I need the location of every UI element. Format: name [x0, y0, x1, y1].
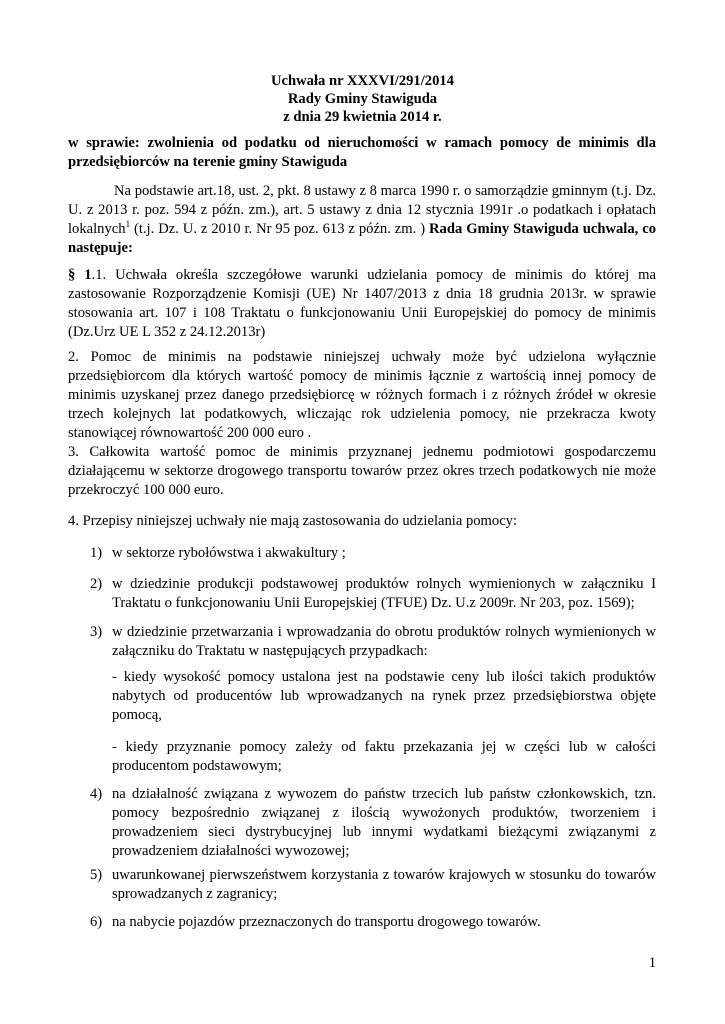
- list-item-number: 3): [90, 624, 103, 640]
- list-item: [90, 785, 656, 861]
- list-item-text: w dziedzinie produkcji podstawowej produktów rolnych wymienionych w załączniku I Traktatu o funkcjonowaniu Unii Europejskiej (TFUE) Dz. U.z 2009r. Nr 203, poz. 1569);: [112, 576, 656, 611]
- point-2: 2. Pomoc de minimis na podstawie niniejszej uchwały może być udzielona wyłącznie przedsiębiorcom dla których wartość pomocy de minimis łącznie z wartością innej pomocy de minimis uzyskanej przez danego przedsiębiorcę w różnych formach i z różnych źródeł w okresie trzech kolejnych lat podatkowych, wliczając rok udzielenia pomocy, nie przekracza kwoty stanowiącej równowartość 200 000 euro .: [68, 349, 656, 441]
- preamble-text-a: Na podstawie art.18, ust. 2, pkt. 8 ustawy z 8 marca 1990 r. o samorządzie gminnym (t.j. Dz. U. z 2013 r. poz. 594 z późn. zm.), art. 5 ustawy z dnia 12 stycznia 1991r .o podatkach i opłatach lokalnych: [68, 183, 656, 237]
- preamble-text-b: (t.j. Dz. U. z 2010 r. Nr 95 poz. 613 z późn. zm. ): [130, 221, 430, 237]
- resolution-number: Uchwała nr XXXVI/291/2014: [271, 73, 454, 89]
- sub-item: - kiedy przyznanie pomocy zależy od faktu przekazania jej w części lub w całości producentom podstawowym;: [112, 739, 656, 774]
- list-item: [90, 866, 656, 904]
- point-3: 3. Całkowita wartość pomoc de minimis przyznanej jednemu podmiotowi gospodarczemu działającemu w sektorze drogowego transportu towarów przez okres trzech podatkowych nie może przekroczyć 100 000 euro.: [68, 444, 656, 498]
- list-item-number: 5): [90, 867, 103, 883]
- resolution-header: [60, 72, 665, 126]
- resolution-subject: w sprawie: zwolnienia od podatku od nieruchomości w ramach pomocy de minimis dla przedsiębiorców na terenie gminy Stawiguda: [68, 135, 656, 170]
- list-item-text: uwarunkowanej pierwszeństwem korzystania z towarów krajowych w stosunku do towarów sprowadzanych z zagranicy;: [112, 867, 656, 902]
- list-item-text: w dziedzinie przetwarzania i wprowadzania do obrotu produktów rolnych wymienionych w załączniku do Traktatu w następujących przypadkach:: [112, 624, 656, 659]
- preamble: [68, 182, 656, 258]
- list-item: [90, 913, 656, 932]
- section-1: [68, 266, 656, 342]
- list-item-text: na działalność związana z wywozem do państw trzecich lub państw członkowskich, tzn. pomocy bezpośrednio związanej z ilością wywożonych produktów, tworzeniem i prowadzeniem sieci dystrybucyjnej lub innymi wydatkami bieżącymi związanymi z prowadzeniem działalności wywozowej;: [112, 786, 656, 859]
- list-item: [90, 544, 656, 563]
- list-item-number: 1): [90, 545, 103, 561]
- page-number: 1: [648, 955, 656, 971]
- list-item-number: 4): [90, 786, 103, 802]
- list-item: [90, 623, 656, 661]
- list-item: [90, 575, 656, 613]
- council-name: Rady Gminy Stawiguda: [287, 91, 438, 107]
- list-item-text: na nabycie pojazdów przeznaczonych do transportu drogowego towarów.: [112, 914, 541, 930]
- list-item-text: w sektorze rybołówstwa i akwakultury ;: [112, 545, 346, 561]
- resolution-date: z dnia 29 kwietnia 2014 r.: [283, 109, 442, 125]
- section-1-text: .1. Uchwała określa szczegółowe warunki udzielania pomocy de minimis do której ma zastosowanie Rozporządzenie Komisji (UE) Nr 1407/2013 z dnia 18 grudnia 2013r. w sprawie stosowania art. 107 i 108 Traktatu o funkcjonowaniu Unii Europejskiej do pomocy de minimis (Dz.Urz UE L 352 z 24.12.2013r): [68, 267, 656, 340]
- preamble-enacting-clause: Rada Gminy Stawiguda uchwala, co następuje:: [68, 221, 656, 256]
- list-item-number: 6): [90, 914, 103, 930]
- section-sign: § 1: [68, 267, 92, 283]
- footnote-ref: 1: [125, 219, 131, 230]
- list-item-number: 2): [90, 576, 103, 592]
- sub-item: - kiedy wysokość pomocy ustalona jest na podstawie ceny lub ilości takich produktów nabytych od producentów lub wprowadzanych na rynek przez przedsiębiorstwa objęte pomocą,: [112, 669, 656, 723]
- point-4: 4. Przepisy niniejszej uchwały nie mają zastosowania do udzielania pomocy:: [68, 513, 518, 529]
